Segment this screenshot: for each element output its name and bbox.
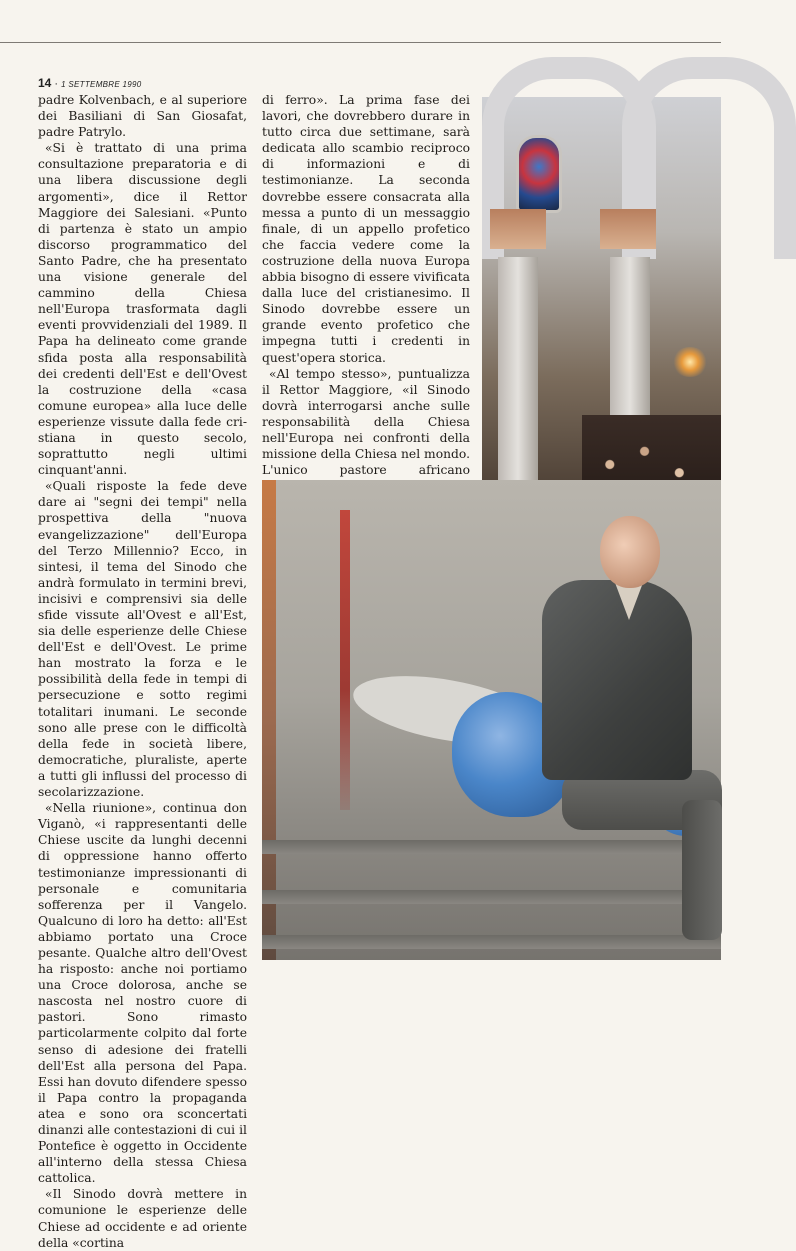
article-column-1	[38, 92, 247, 1251]
folio-separator: ·	[51, 78, 62, 90]
paragraph: «Il Sinodo dovrà mettere in comunione le esperienze delle Chiese ad occidente e ad oriente della «cortina	[38, 1187, 247, 1250]
man-leg	[682, 800, 722, 940]
pillar	[498, 257, 538, 507]
paragraph: padre Kolvenbach, e al superiore dei Basiliani di San Giosafat, padre Patrylo.	[38, 93, 247, 140]
elderly-man-photo	[262, 480, 721, 960]
stained-glass-window	[516, 135, 562, 213]
wall-edge	[262, 480, 276, 960]
paragraph: «Si è trattato di una prima consultazione preparatoria e di una libera discussione degli argomenti», dice il Rettor Maggiore dei Salesiani. «Punto di partenza è stato un ampio discorso programmatico del Santo Padre, che ha presentato una visione generale del cammino della Chiesa nell'Europa trasformata dagli eventi provvidenziali del 1989. Il Papa ha delineato come grande sfida posta alla responsabilità dei credenti dell'Est e dell'Ovest la costruzione della «casa comune europea» alla luce delle esperienze vissute dalla fede cristiana in questo secolo, soprattutto negli ultimi cinquant'anni.	[38, 141, 247, 478]
article-column-2	[262, 92, 470, 478]
page-number: 14	[38, 76, 52, 90]
stone-step	[262, 935, 721, 949]
issue-date: 1 SETTEMBRE 1990	[61, 80, 142, 89]
stone-step	[262, 890, 721, 904]
paragraph: di ferro». La prima fase dei lavori, che dovrebbero durare in tutto circa due settimane, sarà dedicata allo scambio reciproco di informazioni e di testimonianze. La seconda dovrebbe essere consacrata alla messa a punto di un messaggio finale, di un appello profetico che faccia vedere come la costruzione della nuova Europa abbia bisogno di essere vivificata dalla luce del cristianesimo. Il Sinodo dovrebbe essere un grande evento profetico che impegna tutti i credenti in quest'opera storica.	[262, 93, 470, 365]
paragraph: «Nella riunione», continua don Viganò, «i rappresentanti delle Chiese uscite da lunghi decenni di oppressione hanno offerto testimonianze impressionanti di personale e comunitaria sofferenza per il Vangelo. Qualcuno di loro ha detto: all'Est abbiamo portato una Croce pesante. Qualche altro dell'Ovest ha risposto: anche noi portiamo una Croce dolorosa, anche se nascosta nel nostro cuore di pastori. Sono rimasto particolarmente colpito dal forte senso di adesione dei fratelli dell'Est alla persona del Papa. Essi han dovuto difendere spesso il Papa contro la propaganda atea e sono ora sconcertati dinanzi alle contestazioni di cui il Pontefice è oggetto in Occidente all'interno della stessa Chiesa cattolica.	[38, 801, 247, 1186]
red-stripe	[340, 510, 350, 810]
top-rule	[0, 42, 721, 43]
column-capital	[490, 209, 546, 249]
man-head	[600, 516, 660, 588]
stone-step	[262, 840, 721, 854]
chandelier-light	[672, 347, 708, 377]
paragraph: «Al tempo stesso», puntualizza il Rettor Maggiore, «il Sinodo dovrà interrogarsi anche sulle responsabilità della Chiesa nell'Europa nei confronti della missione della Chiesa nel mondo. L'unico pastore africano	[262, 366, 470, 478]
column-capital	[600, 209, 656, 249]
page-folio	[38, 76, 142, 90]
man-jacket	[542, 580, 692, 780]
paragraph: «Quali risposte la fede deve dare ai "segni dei tempi" nella prospettiva della "nuova evangelizzazione" dell'Europa del Terzo Millennio? Ecco, in sintesi, il tema del Sinodo che andrà formulato in termini brevi, incisivi e comprensivi sia delle sfide vissute all'Ovest e all'Est, sia delle esperienze delle Chiese dell'Est e dell'Ovest. Le prime han mostrato la forza e le possibilità della fede in tempi di persecuzione e sotto regimi totalitari inumani. Le seconde sono alle prese con le difficoltà della fede in società libere, democratiche, pluraliste, aperte a tutti gli influssi del processo di secolarizzazione.	[38, 479, 247, 800]
